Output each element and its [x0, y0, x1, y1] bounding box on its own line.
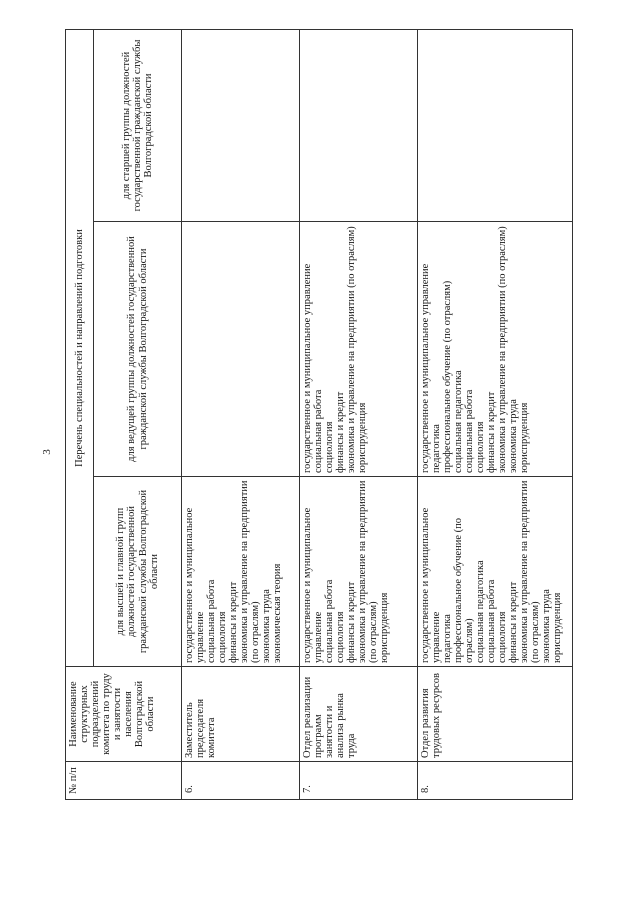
header-group-title: Перечень специальностей и направлений подготовки	[66, 29, 94, 666]
specialty-item: социальная педагогика	[475, 560, 487, 663]
table-row	[300, 29, 418, 799]
specialty-item: социальная педагогика	[453, 370, 465, 473]
specialty-item: профессиональное обучение (по отраслям)	[453, 518, 476, 663]
header-col-b: для ведущей группы должностей государственной гражданской службы Волгоградской области	[94, 222, 182, 477]
specialty-item: экономика и управление на предприятии (по отраслям)	[357, 480, 380, 663]
specialty-item: государственное и муниципальное управление	[420, 507, 443, 663]
specialty-item: социальная работа	[313, 389, 325, 473]
specialties-table	[65, 29, 573, 800]
row-name: Заместитель председателя комитета	[182, 667, 300, 762]
specialty-item: экономика и управление на предприятии (по отраслям)	[519, 480, 542, 663]
table-inner	[65, 30, 573, 800]
table-row	[182, 29, 300, 799]
specialty-item: юриспруденция	[357, 402, 369, 473]
specialty-item: финансы и кредит	[335, 391, 347, 473]
row-name: Отдел развития трудовых ресурсов	[418, 667, 573, 762]
specialty-item: социальная работа	[464, 389, 476, 473]
specialty-item: государственное и муниципальное управление	[302, 263, 313, 473]
specialty-item: экономика и управление на предприятии (по отраслям)	[346, 226, 358, 473]
specialty-item: государственное и муниципальное управление	[420, 263, 431, 473]
row-col-a	[182, 477, 300, 667]
specialty-item: социология	[217, 611, 229, 663]
table-body	[182, 29, 573, 799]
header-name: Наименование структурных подразделений комитета по труду и занятости населения Волгоградской области	[66, 667, 182, 762]
specialty-item: экономика труда	[261, 589, 273, 663]
page-number: 3	[41, 449, 53, 455]
specialty-item: экономика и управление на предприятии (по отраслям)	[497, 226, 509, 473]
header-col-c: для старшей группы должностей государственной гражданской службы Волгоградской области	[94, 29, 182, 221]
specialty-item: педагогика	[431, 424, 443, 473]
specialty-item: юриспруденция	[552, 592, 564, 663]
specialty-item: профессиональное обучение (по отраслям)	[442, 280, 454, 473]
specialty-item: социальная работа	[324, 579, 336, 663]
row-col-b	[300, 222, 418, 477]
rotated-table-wrapper	[65, 30, 573, 800]
specialty-item: государственное и муниципальное управление	[302, 507, 325, 663]
specialty-item: социология	[335, 611, 347, 663]
row-col-a	[418, 477, 573, 667]
specialty-item: экономика труда	[508, 399, 520, 473]
specialty-item: социология	[324, 421, 336, 473]
specialty-item: финансы и кредит	[486, 391, 498, 473]
specialty-item: экономика труда	[541, 589, 553, 663]
specialty-item: финансы и кредит	[508, 581, 520, 663]
header-num: № п/п	[66, 762, 182, 800]
row-name: Отдел реализации программ занятости и анализа рынка труда	[300, 667, 418, 762]
specialty-item: социология	[497, 611, 509, 663]
specialty-item: социология	[475, 421, 487, 473]
specialty-item: экономика и управление на предприятии (по отраслям)	[239, 480, 262, 663]
specialty-item: финансы и кредит	[346, 581, 358, 663]
specialty-item: финансы и кредит	[228, 581, 240, 663]
header-col-a: для высшей и главной групп должностей государственной гражданской службы Волгоградской области	[94, 477, 182, 667]
row-col-a	[300, 477, 418, 667]
specialty-item: государственное и муниципальное управление	[184, 507, 207, 663]
row-col-b	[182, 222, 300, 477]
specialty-item: юриспруденция	[379, 592, 391, 663]
row-col-b	[418, 222, 573, 477]
table-row	[418, 29, 573, 799]
specialty-item: экономическая теория	[272, 563, 284, 663]
row-col-c	[300, 29, 418, 221]
specialty-item: педагогика	[442, 614, 454, 663]
row-col-c	[418, 29, 573, 221]
row-num: 6.	[182, 762, 300, 800]
specialty-item: юриспруденция	[519, 402, 531, 473]
row-num: 8.	[418, 762, 573, 800]
specialty-item: социальная работа	[206, 579, 218, 663]
row-col-c	[182, 29, 300, 221]
row-num: 7.	[300, 762, 418, 800]
specialty-item: социальная работа	[486, 579, 498, 663]
